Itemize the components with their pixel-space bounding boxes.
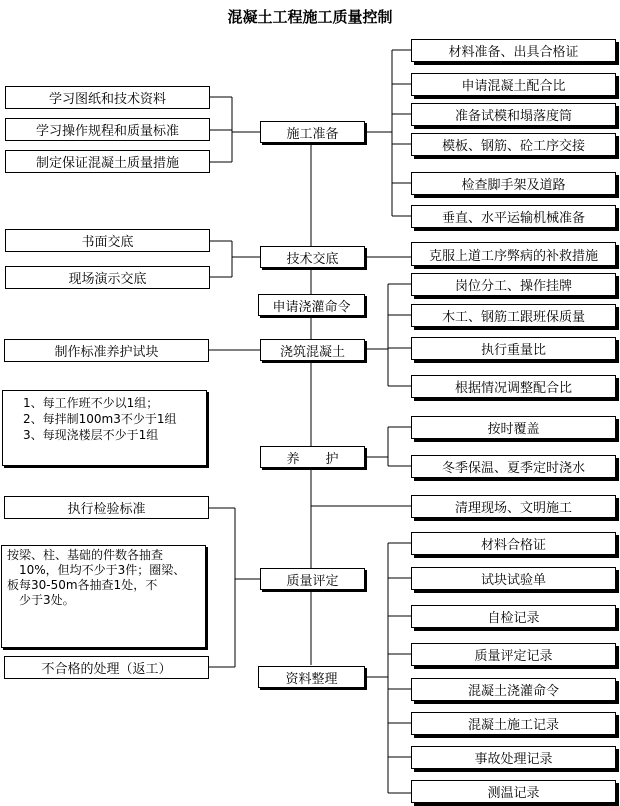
node-quality-assessment-record: 质量评定记录 (411, 643, 616, 666)
node-written-briefing: 书面交底 (5, 229, 210, 252)
node-study-drawings: 学习图纸和技术资料 (5, 86, 210, 109)
node-self-inspection-record: 自检记录 (411, 605, 616, 628)
note-sampling-rule (1, 545, 206, 648)
node-onsite-demo-briefing: 现场演示交底 (5, 266, 210, 289)
note-line: 3、每现浇楼层不少于1组 (23, 428, 159, 442)
note-line: 少于3处。 (19, 593, 75, 607)
node-specimen-test-report: 试块试验单 (411, 567, 616, 590)
node-quality-measures: 制定保证混凝土质量措施 (5, 150, 210, 173)
note-specimen-frequency (2, 390, 207, 466)
node-construction-prep: 施工准备 (260, 121, 365, 143)
node-technical-briefing: 技术交底 (260, 246, 365, 268)
node-timely-covering: 按时覆盖 (411, 416, 616, 439)
diagram-title: 混凝土工程施工质量控制 (227, 8, 393, 26)
note-line: 1、每工作班不少以1组； (23, 396, 159, 410)
node-pour-order: 混凝土浇灌命令 (411, 678, 616, 701)
node-adjust-mix: 根据情况调整配合比 (411, 375, 616, 398)
node-remedial-measures: 克服上道工序弊病的补救措施 (411, 242, 616, 266)
node-documentation: 资料整理 (258, 666, 365, 688)
node-inspection-standard: 执行检验标准 (4, 496, 209, 519)
note-line: 2、每拌制100m3不少于1组 (23, 412, 177, 426)
node-scaffold-road-check: 检查脚手架及道路 (411, 172, 616, 195)
node-mix-ratio-request: 申请混凝土配合比 (411, 73, 616, 96)
node-concrete-pouring: 浇筑混凝土 (260, 339, 365, 361)
node-accident-record: 事故处理记录 (411, 746, 616, 769)
node-material-certificate: 材料合格证 (411, 532, 616, 555)
node-molds-slump-cone: 准备试模和塌落度筒 (411, 103, 616, 126)
note-line: 按梁、柱、基础的件数各抽查 (7, 548, 164, 562)
note-line: 板每30-50m各抽查1处，不 (7, 578, 158, 592)
node-standard-curing-specimens: 制作标准养护试块 (4, 339, 209, 362)
node-weight-ratio: 执行重量比 (411, 337, 616, 360)
node-curing: 养 护 (260, 446, 365, 468)
node-seasonal-curing: 冬季保温、夏季定时浇水 (411, 455, 616, 478)
node-quality-assessment: 质量评定 (260, 568, 365, 590)
node-construction-record: 混凝土施工记录 (411, 712, 616, 735)
node-study-procedures: 学习操作规程和质量标准 (5, 118, 210, 141)
node-temperature-record: 测温记录 (411, 780, 616, 803)
node-nonconformance-handling: 不合格的处理（返工） (4, 656, 209, 679)
node-transport-machinery: 垂直、水平运输机械准备 (411, 205, 616, 228)
node-formwork-handover: 模板、钢筋、砼工序交接 (411, 133, 616, 156)
node-pour-order-request: 申请浇灌命令 (258, 294, 365, 316)
node-carpenter-rebar-followup: 木工、钢筋工跟班保质量 (411, 304, 616, 327)
node-material-prep: 材料准备、出具合格证 (411, 39, 616, 62)
note-line: 10%，但均不少于3件；圈梁、 (19, 563, 186, 577)
node-site-cleanup: 清理现场、文明施工 (411, 495, 616, 518)
node-job-assignment: 岗位分工、操作挂牌 (411, 273, 616, 296)
